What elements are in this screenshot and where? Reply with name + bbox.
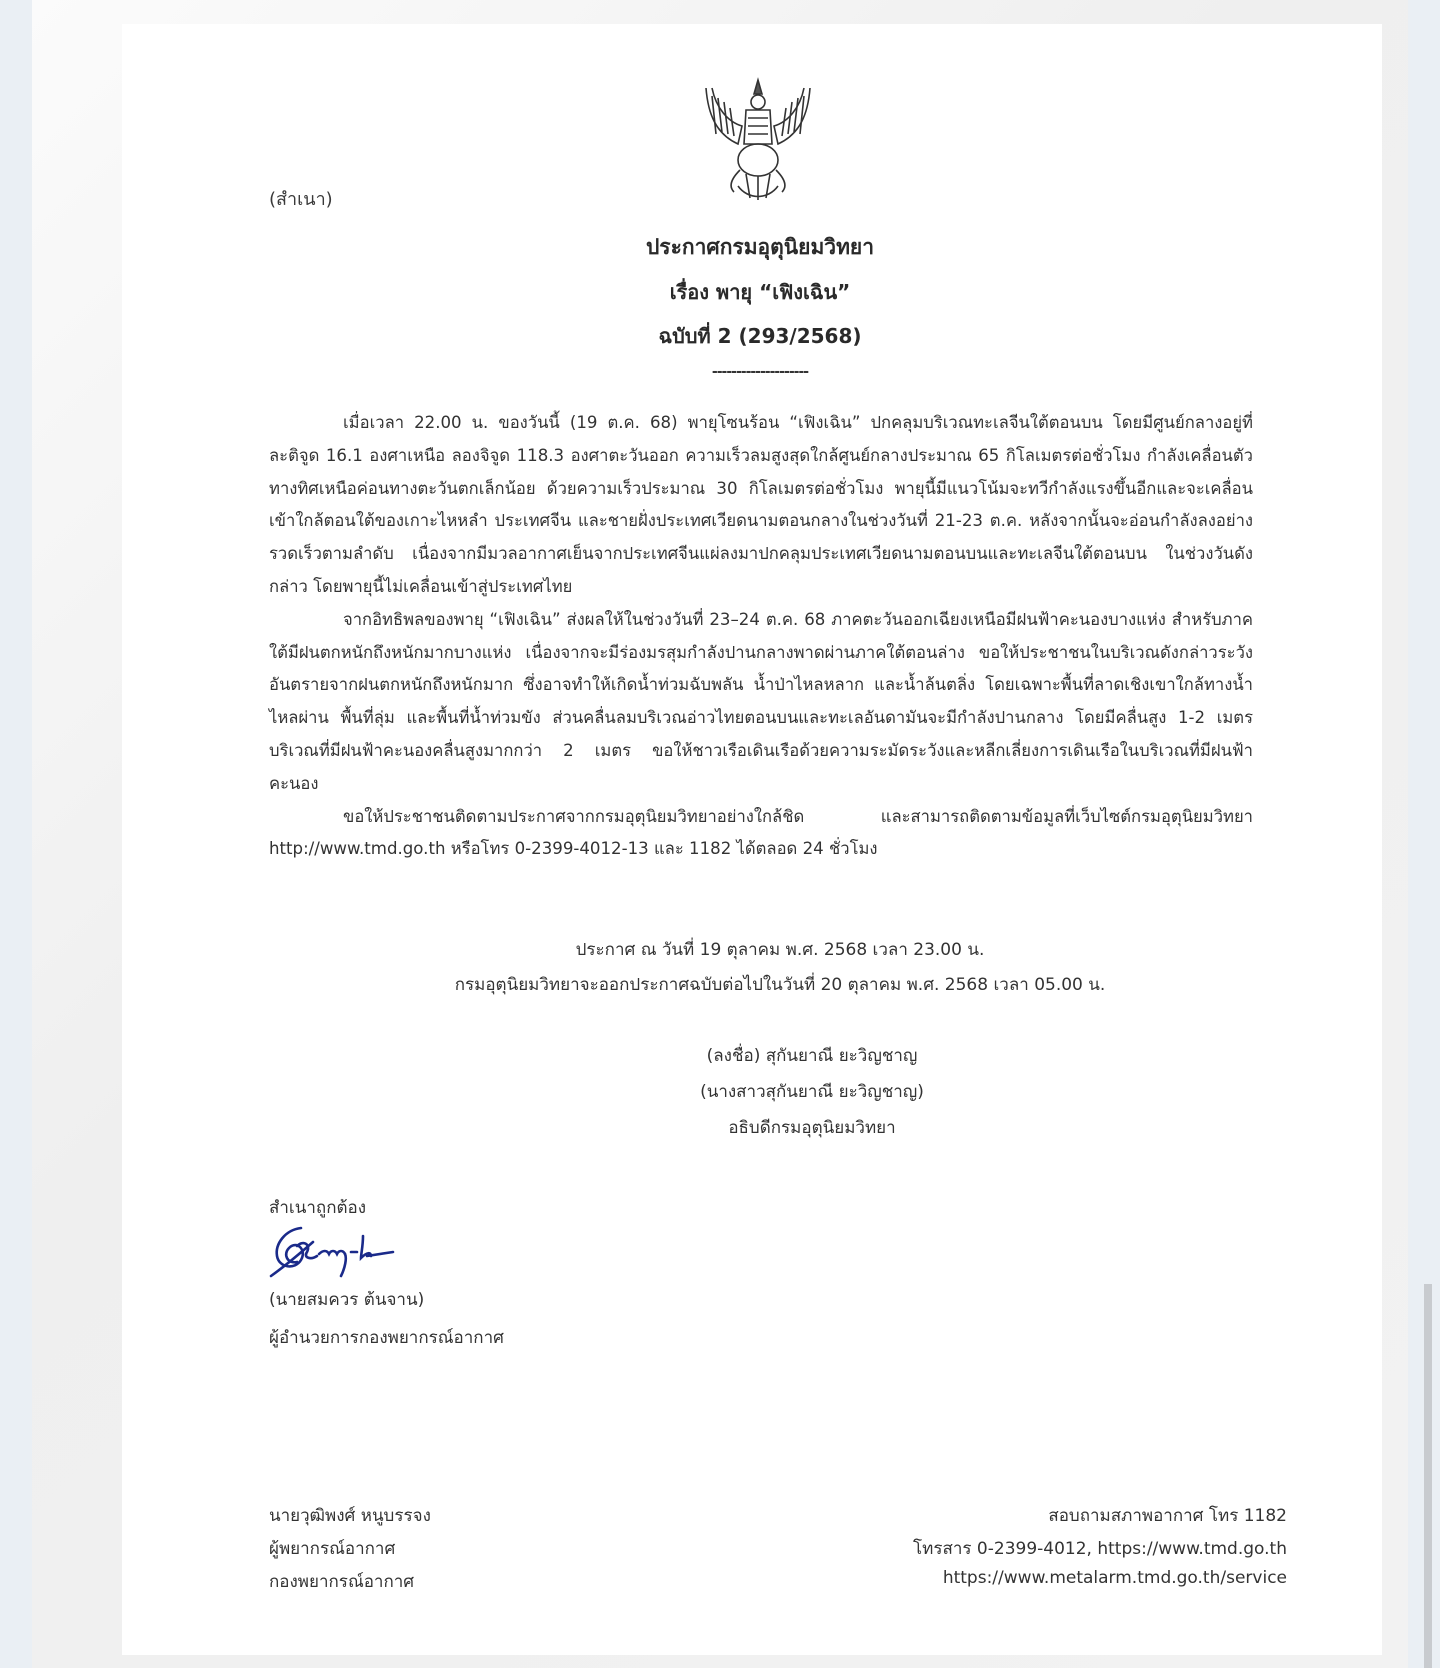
separator-line: -------------------- xyxy=(711,364,809,380)
document-viewer xyxy=(32,0,1408,1668)
announcement-body xyxy=(269,407,1253,866)
contact-fax-website: โทรสาร 0-2399-4012, https://www.tmd.go.th xyxy=(913,1539,1287,1559)
signatory-full-name: (นางสาวสุกันยาณี ยะวิญชาญ) xyxy=(700,1082,924,1102)
document-page xyxy=(122,24,1382,1655)
paragraph-storm-status: เมื่อเวลา 22.00 น. ของวันนี้ (19 ต.ค. 68) พายุโซนร้อน “เฟิงเฉิน” ปกคลุมบริเวณทะเลจีนใต้ตอนบน โดยมีศูนย์กลางอยู่ที่ละติจูด 16.1 องศาเหนือ ลองจิจูด 118.3 องศาตะวันออก ความเร็วลมสูงสุดใกล้ศูนย์กลางประมาณ 65 กิโลเมตรต่อชั่วโมง กำลังเคลื่อนตัวทางทิศเหนือค่อนทางตะวันตกเล็กน้อย ด้วยความเร็วประมาณ 30 กิโลเมตรต่อชั่วโมง พายุนี้มีแนวโน้มจะทวีกำลังแรงขึ้นอีกและจะเคลื่อนเข้าใกล้ตอนใต้ของเกาะไหหลำ ประเทศจีน และชายฝั่งประเทศเวียดนามตอนกลางในช่วงวันที่ 21-23 ต.ค. หลังจากนั้นจะอ่อนกำลังลงอย่างรวดเร็วตามลำดับ เนื่องจากมีมวลอากาศเย็นจากประเทศจีนแผ่ลงมาปกคลุมประเทศเวียดนามตอนบนและทะเลจีนใต้ตอนบน ในช่วงวันดังกล่าว โดยพายุนี้ไม่เคลื่อนเข้าสู่ประเทศไทย xyxy=(269,413,1253,596)
paragraph-advisory: ขอให้ประชาชนติดตามประกาศจากกรมอุตุนิยมวิทยาอย่างใกล้ชิด และสามารถติดตามข้อมูลที่เว็บไซต์กรมอุตุนิยมวิทยา http://www.tmd.go.th หรือโทร 0-2399-4012-13 และ 1182 ได้ตลอด 24 ชั่วโมง xyxy=(269,806,1253,859)
announcement-date: ประกาศ ณ วันที่ 19 ตุลาคม พ.ศ. 2568 เวลา 23.00 น. xyxy=(575,940,985,960)
next-announcement: กรมอุตุนิยมวิทยาจะออกประกาศฉบับต่อไปในวันที่ 20 ตุลาคม พ.ศ. 2568 เวลา 05.00 น. xyxy=(454,975,1106,995)
announcement-title: ประกาศกรมอุตุนิยมวิทยา xyxy=(645,235,875,259)
handwritten-signature-icon xyxy=(267,1222,397,1284)
paragraph-storm-impact: จากอิทธิพลของพายุ “เฟิงเฉิน” ส่งผลให้ในช่วงวันที่ 23–24 ต.ค. 68 ภาคตะวันออกเฉียงเหนือมีฝนฟ้าคะนองบางแห่ง สำหรับภาคใต้มีฝนตกหนักถึงหนักมากบางแห่ง เนื่องจากจะมีร่องมรสุมกำลังปานกลางพาดผ่านภาคใต้ตอนล่าง ขอให้ประชาชนในบริเวณดังกล่าวระวังอันตรายจากฝนตกหนักถึงหนักมาก ซึ่งอาจทำให้เกิดน้ำท่วมฉับพลัน น้ำป่าไหลหลาก และน้ำล้นตลิ่ง โดยเฉพาะพื้นที่ลาดเชิงเขาใกล้ทางน้ำไหลผ่าน พื้นที่ลุ่ม และพื้นที่น้ำท่วมขัง ส่วนคลื่นลมบริเวณอ่าวไทยตอนบนและทะเลอันดามันจะมีกำลังปานกลาง โดยมีคลื่นสูง 1-2 เมตร บริเวณที่มีฝนฟ้าคะนองคลื่นสูงมากกว่า 2 เมตร ขอให้ชาวเรือเดินเรือด้วยความระมัดระวังและหลีกเลี่ยงการเดินเรือในบริเวณที่มีฝนฟ้าคะนอง xyxy=(269,609,1253,793)
copy-label: (สำเนา) xyxy=(269,189,333,210)
scrollbar-thumb[interactable] xyxy=(1424,1284,1432,1668)
forecaster-name: นายวุฒิพงศ์ หนูบรรจง xyxy=(269,1506,431,1526)
announcement-subject: เรื่อง พายุ “เฟิงเฉิน” xyxy=(669,280,851,304)
signatory-position: อธิบดีกรมอุตุนิยมวิทยา xyxy=(728,1118,896,1138)
certifier-position: ผู้อำนวยการกองพยากรณ์อากาศ xyxy=(269,1328,504,1348)
certifier-name: (นายสมควร ต้นจาน) xyxy=(269,1290,425,1310)
contact-service-url: https://www.metalarm.tmd.go.th/service xyxy=(942,1568,1287,1588)
forecaster-division: กองพยากรณ์อากาศ xyxy=(269,1572,415,1592)
contact-inquiry: สอบถามสภาพอากาศ โทร 1182 xyxy=(1048,1506,1287,1526)
certified-copy-label: สำเนาถูกต้อง xyxy=(269,1198,367,1218)
signatory-signed: (ลงชื่อ) สุกันยาณี ยะวิญชาญ xyxy=(706,1046,918,1066)
garuda-emblem-icon xyxy=(698,74,818,204)
forecaster-position: ผู้พยากรณ์อากาศ xyxy=(269,1539,396,1559)
announcement-issue: ฉบับที่ 2 (293/2568) xyxy=(658,324,862,348)
